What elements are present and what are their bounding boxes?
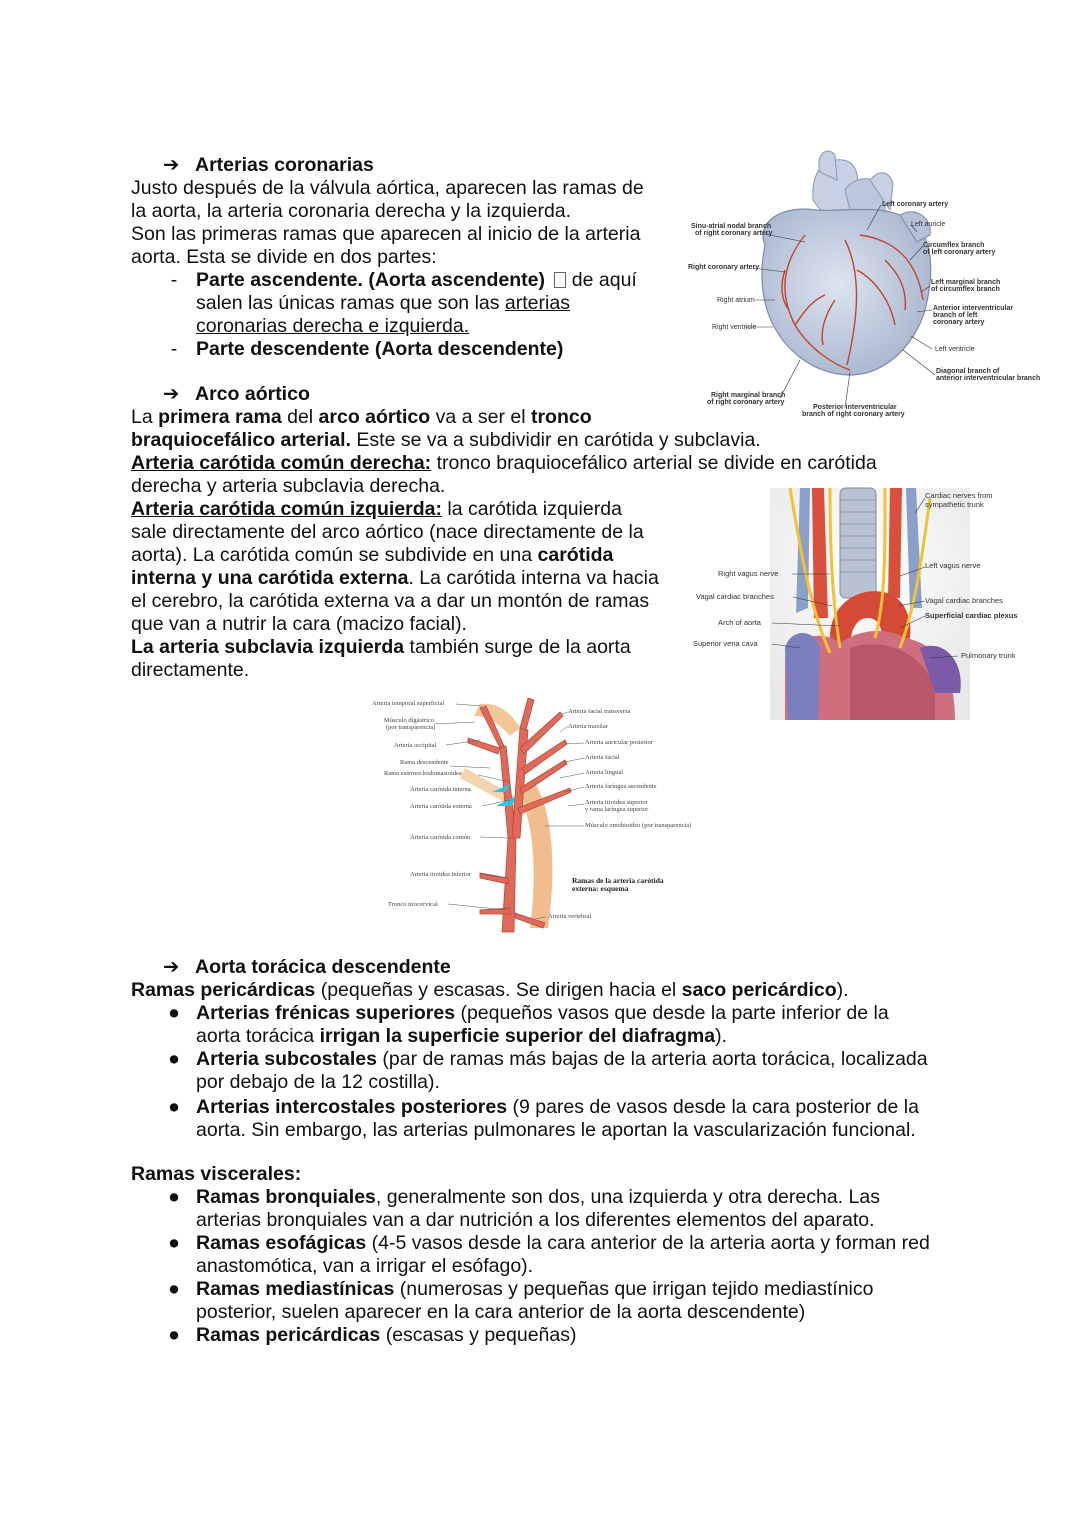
label-left-marginal-branch: Left marginal branch — [931, 279, 1001, 286]
list-item-continuation: aorta. Sin embargo, las arterias pulmonares le aportan la vascularización funcional. — [196, 1119, 916, 1141]
bullet-marker: ● — [168, 1232, 180, 1254]
label-carotida-comun: Arteria carótida común — [410, 834, 471, 841]
missing-glyph-icon — [554, 272, 566, 288]
paragraph-line: interna y una carótida externa. La carótida interna va hacia — [131, 567, 659, 589]
label-left-ventricle: Left ventricle — [935, 346, 975, 353]
dash-marker: - — [170, 269, 178, 291]
label-right-marginal-branch: Right marginal branch — [711, 392, 786, 399]
label-anterior-interventricular: coronary artery — [933, 319, 985, 326]
list-item-continuation: coronarias derecha e izquierda. — [196, 315, 470, 337]
paragraph-line: aorta. Esta se divide en dos partes: — [131, 246, 437, 268]
label-temporal-superficial: Arteria temporal superficial — [372, 700, 445, 707]
heading-arco-aortico: ➔ Arco aórtico — [163, 383, 310, 405]
label-facial-transversa: Arteria facial transversa — [568, 708, 631, 715]
label-pulmonary-trunk: Pulmonary trunk — [961, 651, 1016, 660]
label-vagal-cardiac-branches-left: Vagal cardiac branches — [925, 596, 1003, 605]
bullet-marker: ● — [168, 1048, 180, 1070]
label-tiroidea-inferior: Arteria tiroidea inferior — [410, 871, 471, 878]
heading-arterias-coronarias: ➔ Arterias coronarias — [163, 154, 374, 176]
list-item: ● Ramas esofágicas (4-5 vasos desde la cara anterior de la arteria aorta y forman red — [196, 1232, 930, 1255]
paragraph-line: Arteria carótida común derecha: tronco braquiocefálico arterial se divide en carótida — [131, 452, 877, 474]
figure-caption: externa: esquema — [572, 884, 629, 893]
paragraph-line: Son las primeras ramas que aparecen al inicio de la arteria — [131, 223, 641, 245]
bullet-marker: ● — [168, 1096, 180, 1118]
label-diagonal-branch: anterior interventricular branch — [936, 375, 1041, 382]
label-arteria-lingual: Arteria lingual — [585, 769, 624, 776]
label-superior-vena-cava: Superior vena cava — [693, 639, 758, 648]
paragraph-line: Justo después de la válvula aórtica, aparecen las ramas de — [131, 177, 644, 199]
label-rama-esternocleidomastoidea: Rama esternocleidomastoidea — [384, 770, 462, 777]
label-circumflex-branch: Circumflex branch — [923, 242, 985, 249]
label-musculo-omohioideo: Músculo omohioideo (por transparencia) — [585, 822, 692, 829]
label-cardiac-nerves: sympathetic trunk — [925, 500, 984, 509]
list-item-continuation: anastomótica, van a irrigar el esófago). — [196, 1255, 534, 1277]
bullet-marker: ● — [168, 1278, 180, 1300]
list-item: ● Arterias intercostales posteriores (9 pares de vasos desde la cara posterior de la — [196, 1096, 919, 1119]
paragraph-line: Ramas pericárdicas (pequeñas y escasas. Se dirigen hacia el saco pericárdico). — [131, 979, 849, 1001]
label-carotida-externa: Arteria carótida externa — [410, 803, 472, 810]
cardiac-plexus-illustration — [690, 488, 1040, 720]
paragraph-line: derecha y arteria subclavia derecha. — [131, 475, 446, 497]
arrow-icon: ➔ — [163, 154, 180, 176]
label-left-coronary-artery: Left coronary artery — [882, 201, 949, 208]
list-item: ● Arterias frénicas superiores (pequeños vasos que desde la parte inferior de la — [196, 1002, 889, 1025]
label-arteria-vertebral: Arteria vertebral — [548, 913, 592, 920]
figure-caption: Ramas de la arteria carótida — [572, 876, 664, 885]
label-right-ventricle: Right ventricle — [712, 324, 757, 331]
paragraph-line: La primera rama del arco aórtico va a ser el tronco — [131, 406, 592, 428]
paragraph-line: La arteria subclavia izquierda también surge de la aorta — [131, 636, 631, 658]
paragraph-line: braquiocefálico arterial. Este se va a subdividir en carótida y subclavia. — [131, 429, 761, 451]
list-item: - Parte ascendente. (Aorta ascendente) de aquí — [196, 269, 637, 292]
paragraph-line: que van a nutrir la cara (macizo facial). — [131, 613, 467, 635]
bullet-marker: ● — [168, 1324, 180, 1346]
carotid-branches-illustration — [370, 688, 710, 936]
label-left-auricle: Left auricle — [911, 221, 946, 228]
list-item: ● Arteria subcostales (par de ramas más bajas de la arteria aorta torácica, localizada — [196, 1048, 928, 1071]
label-sa-nodal-branch: Sinu-atrial nodal branch — [691, 223, 772, 230]
label-posterior-interventricular: branch of right coronary artery — [802, 411, 905, 418]
heart-illustration — [685, 150, 1045, 425]
bullet-marker: ● — [168, 1002, 180, 1024]
list-item: ● Ramas pericárdicas (escasas y pequeñas) — [196, 1324, 576, 1347]
label-right-atrium: Right atrium — [717, 297, 755, 304]
label-musculo-digastrico: Músculo digástrico — [384, 717, 435, 724]
label-carotida-interna: Arteria carótida interna — [410, 786, 471, 793]
label-right-coronary-artery: Right coronary artery — [688, 264, 760, 271]
arrow-icon: ➔ — [163, 383, 180, 405]
list-item: ● Ramas mediastínicas (numerosas y pequeñas que irrigan tejido mediastínico — [196, 1278, 873, 1301]
label-left-marginal-branch: of circumflex branch — [931, 286, 1000, 293]
arrow-icon: ➔ — [163, 956, 180, 978]
list-item: - Parte descendente (Aorta descendente) — [196, 338, 563, 361]
label-anterior-interventricular: Anterior interventricular — [933, 305, 1014, 312]
label-vagal-cardiac-branches: Vagal cardiac branches — [696, 592, 774, 601]
label-left-vagus-nerve: Left vagus nerve — [925, 561, 981, 570]
paragraph-line: la aorta, la arteria coronaria derecha y la izquierda. — [131, 200, 572, 222]
label-superficial-cardiac-plexus: Superficial cardiac plexus — [925, 611, 1018, 620]
paragraph-line: aorta). La carótida común se subdivide en una carótida — [131, 544, 614, 566]
label-diagonal-branch: Diagonal branch of — [936, 368, 1000, 375]
list-item-continuation: arterias bronquiales van a dar nutrición a los diferentes elementos del aparato. — [196, 1209, 875, 1231]
list-item-continuation: posterior, suelen aparecer en la cara anterior de la aorta descendente) — [196, 1301, 806, 1323]
label-arteria-facial: Arteria facial — [585, 754, 620, 761]
label-tiroidea-superior: Arteria tiroidea superior — [585, 799, 648, 806]
label-posterior-interventricular: Posterior interventricular — [813, 404, 897, 411]
label-right-marginal-branch: of right coronary artery — [707, 399, 785, 406]
label-sa-nodal-branch: of right coronary artery — [695, 230, 773, 237]
label-auricular-posterior: Arteria auricular posterior — [585, 739, 653, 746]
label-cardiac-nerves: Cardiac nerves from — [925, 491, 993, 500]
paragraph-line: el cerebro, la carótida externa va a dar un montón de ramas — [131, 590, 650, 612]
label-arch-of-aorta: Arch of aorta — [718, 618, 761, 627]
list-item-continuation: por debajo de la 12 costilla). — [196, 1071, 440, 1093]
label-circumflex-branch: of left coronary artery — [923, 249, 996, 256]
bullet-marker: ● — [168, 1186, 180, 1208]
label-rama-descendente: Rama descendente — [400, 759, 449, 766]
paragraph-line: directamente. — [131, 659, 250, 681]
label-musculo-digastrico: (por transparencia) — [386, 724, 436, 731]
list-item: ● Ramas bronquiales, generalmente son dos, una izquierda y otra derecha. Las — [196, 1186, 880, 1209]
label-arteria-maxilar: Arteria maxilar — [568, 723, 608, 730]
label-tiroidea-superior: y rama laríngea superior — [585, 806, 649, 813]
label-arteria-occipital: Arteria occipital — [394, 742, 437, 749]
list-item-continuation: salen las únicas ramas que son las arterias — [196, 292, 570, 314]
label-faringea-ascendente: Arteria faríngea ascendente — [585, 783, 657, 790]
label-anterior-interventricular: branch of left — [933, 312, 978, 319]
paragraph-line: Arteria carótida común izquierda: la carótida izquierda — [131, 498, 622, 520]
dash-marker: - — [170, 338, 178, 360]
list-item-continuation: aorta torácica irrigan la superficie superior del diafragma). — [196, 1025, 728, 1047]
paragraph-line: sale directamente del arco aórtico (nace directamente de la — [131, 521, 644, 543]
label-right-vagus-nerve: Right vagus nerve — [718, 569, 779, 578]
heading-aorta-toracica: ➔ Aorta torácica descendente — [163, 956, 451, 978]
label-tronco-tirocervical: Tronco tirocervical — [388, 901, 438, 908]
heading-ramas-viscerales: Ramas viscerales: — [131, 1163, 302, 1185]
